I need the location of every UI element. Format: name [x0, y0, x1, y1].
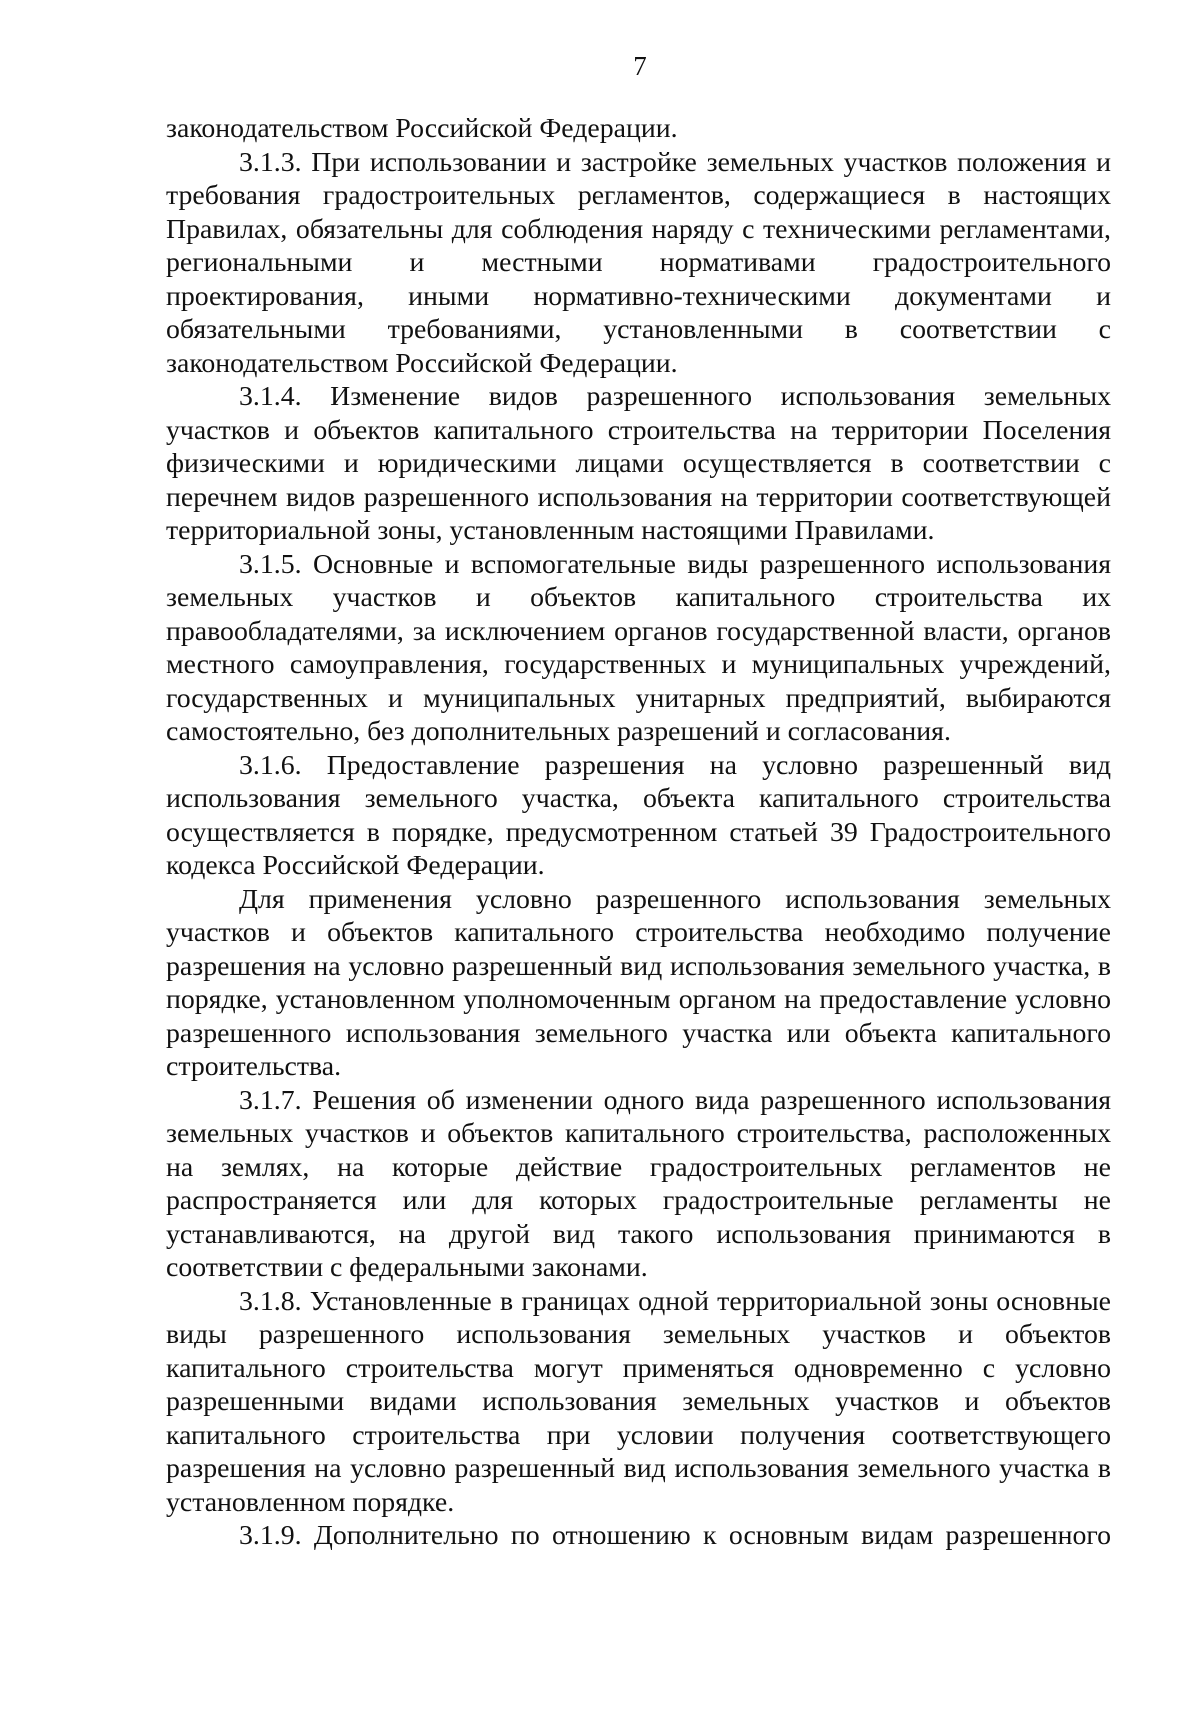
paragraph-3-1-4: 3.1.4. Изменение видов разрешенного использования земельных участков и объектов капитального строительства на территории Поселения физическими и юридическими лицами осуществляется в соответствии с перечнем видов разрешенного использования на территории соответствующей территориальной зоны, установленным настоящими Правилами.	[166, 381, 1111, 546]
paragraph-continuation: законодательством Российской Федерации.	[166, 113, 678, 144]
paragraph-3-1-9: 3.1.9. Дополнительно по отношению к основным видам разрешенного	[239, 1520, 1111, 1551]
paragraph-3-1-6: 3.1.6. Предоставление разрешения на условно разрешенный вид использования земельного участка, объекта капитального строительства осуществляется в порядке, предусмотренном статьей 39 Градостроительного кодекса Российской Федерации.	[166, 749, 1111, 881]
paragraph-3-1-7: 3.1.7. Решения об изменении одного вида разрешенного использования земельных участков и объектов капитального строительства, расположенных на землях, на которые действие градостроительных регламентов не распространяется или для которых градостроительные регламенты не устанавливаются, на другой вид такого использования принимаются в соответствии с федеральными законами.	[166, 1084, 1111, 1283]
paragraph-conditional-use: Для применения условно разрешенного использования земельных участков и объектов капитального строительства необходимо получение разрешения на условно разрешенный вид использования земельного участка, в порядке, установленном уполномоченным органом на предоставление условно разрешенного использования земельного участка или объекта капитального строительства.	[166, 883, 1111, 1082]
paragraph-3-1-8: 3.1.8. Установленные в границах одной территориальной зоны основные виды разрешенного использования земельных участков и объектов капитального строительства могут применяться одновременно с условно разрешенными видами использования земельных участков и объектов капитального строительства при условии получения соответствующего разрешения на условно разрешенный вид использования земельного участка в установленном порядке.	[166, 1285, 1111, 1518]
page-number: 7	[633, 51, 647, 81]
document-body	[166, 112, 1111, 1553]
paragraph-3-1-5: 3.1.5. Основные и вспомогательные виды разрешенного использования земельных участков и объектов капитального строительства их правообладателями, за исключением органов государственной власти, органов местного самоуправления, государственных и муниципальных учреждений, государственных и муниципальных унитарных предприятий, выбираются самостоятельно, без дополнительных разрешений и согласования.	[166, 548, 1111, 747]
paragraph-3-1-3: 3.1.3. При использовании и застройке земельных участков положения и требования градостроительных регламентов, содержащиеся в настоящих Правилах, обязательны для соблюдения наряду с техническими регламентами, региональными и местными нормативами градостроительного проектирования, иными нормативно-техническими документами и обязательными требованиями, установленными в соответствии с законодательством Российской Федерации.	[166, 146, 1111, 379]
